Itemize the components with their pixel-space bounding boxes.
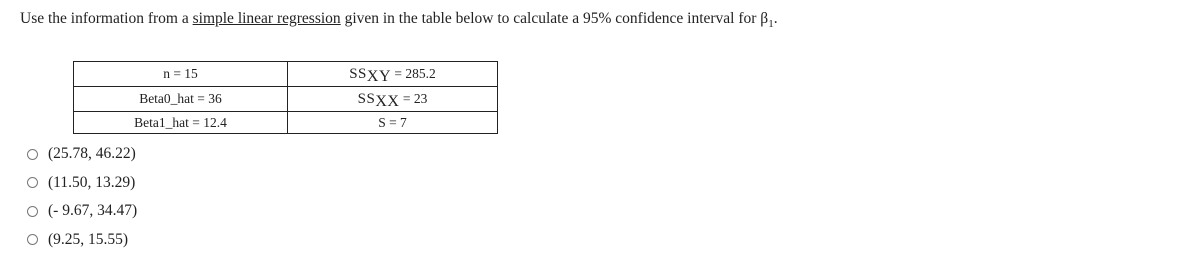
beta1-cell: Beta1_hat = 12.4 <box>74 112 288 134</box>
ssxy-subscript: XY <box>366 68 392 85</box>
option-label: (9.25, 15.55) <box>48 230 129 248</box>
beta-subscript: 1 <box>768 18 774 30</box>
ssxx-prefix: SS <box>357 91 376 107</box>
radio-button-icon[interactable] <box>27 234 38 245</box>
regression-data-table <box>73 61 498 134</box>
radio-button-icon[interactable] <box>27 149 38 160</box>
ssxy-cell <box>288 62 498 87</box>
table-row <box>74 112 498 134</box>
ssxy-prefix: SS <box>349 66 367 82</box>
ssxx-subscript: XX <box>375 93 400 110</box>
question-body: given in the table below to calculate a 95% confidence interval for β <box>340 10 769 27</box>
table-row <box>74 62 498 87</box>
answer-options <box>27 140 137 254</box>
option-label: (25.78, 46.22) <box>48 145 136 163</box>
ssxx-value: = 23 <box>399 91 428 106</box>
question-end: . <box>773 10 778 27</box>
radio-button-icon[interactable] <box>27 206 38 217</box>
ssxx-cell <box>288 87 498 112</box>
ssxy-value: = 285.2 <box>391 66 436 81</box>
table-row <box>74 87 498 112</box>
beta0-cell: Beta0_hat = 36 <box>74 87 288 112</box>
radio-button-icon[interactable] <box>27 177 38 188</box>
answer-option-3[interactable] <box>27 197 137 226</box>
question-intro: Use the information from a <box>20 10 193 27</box>
simple-linear-regression-link[interactable]: simple linear regression <box>192 10 341 27</box>
answer-option-2[interactable] <box>27 169 137 198</box>
answer-option-4[interactable] <box>27 226 137 255</box>
option-label: (11.50, 13.29) <box>48 173 136 191</box>
n-cell: n = 15 <box>74 62 288 87</box>
s-cell: S = 7 <box>288 112 498 134</box>
answer-option-1[interactable] <box>27 140 137 169</box>
question-text <box>20 9 778 29</box>
option-label: (- 9.67, 34.47) <box>48 202 138 220</box>
